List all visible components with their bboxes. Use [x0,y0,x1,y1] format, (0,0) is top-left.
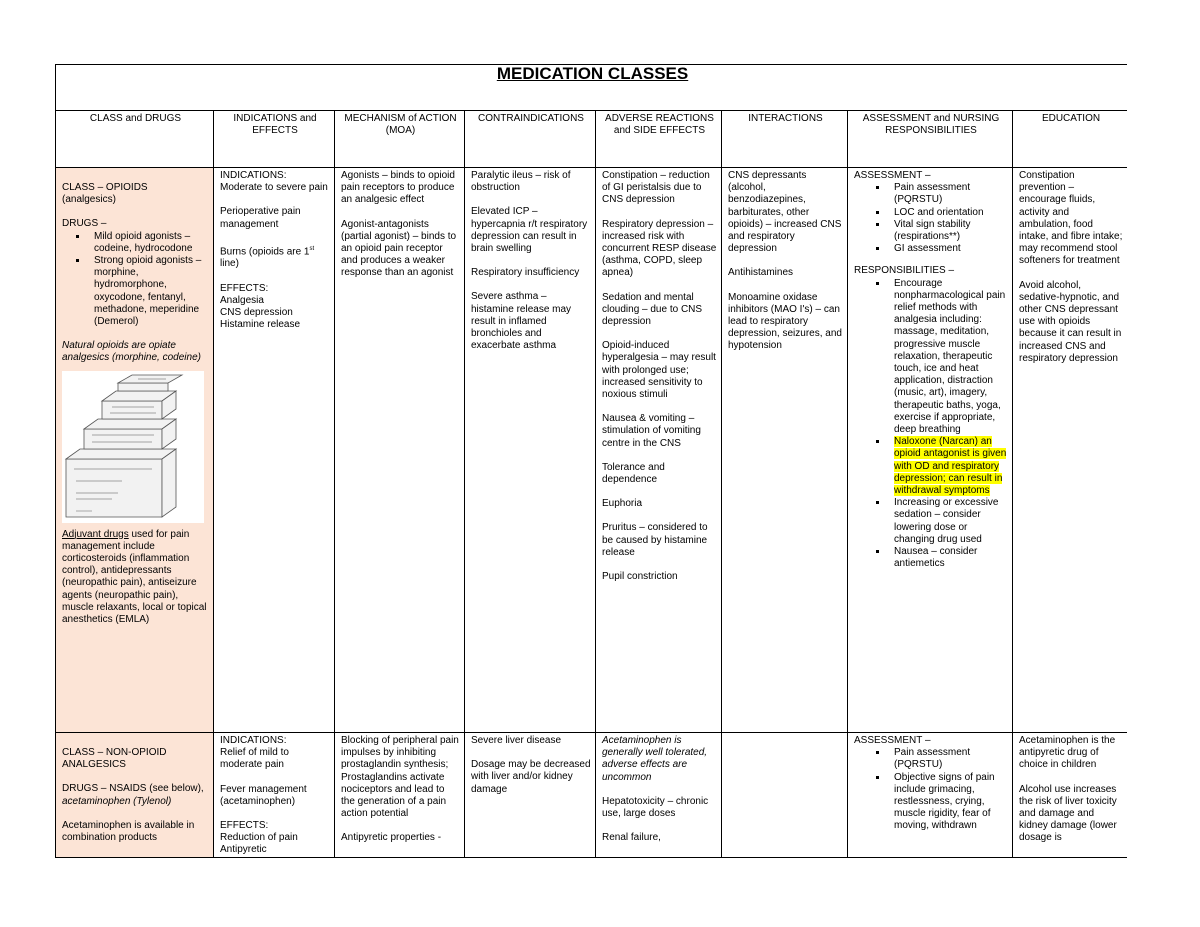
indication-burns [220,243,330,271]
header-contraindications: CONTRAINDICATIONS [465,111,596,168]
page-title: MEDICATION CLASSES [496,64,689,83]
moa-item: Agonists – binds to opioid pain receptors to produce an analgesic effect [341,170,455,206]
cell-class-nonopioids [56,733,214,858]
drugs-label: DRUGS – NSAIDS (see below), [62,783,204,795]
contraindication-item: Respiratory insufficiency [471,267,580,279]
cell-class-opioids [56,168,214,733]
cell-contraindications-nonopioids [465,733,596,858]
medication-table [55,64,1127,858]
interaction-item: CNS depressants (alcohol, benzodiazepines, barbiturates, other opioids) – increased CNS and respiratory depression [728,170,842,255]
cell-education-nonopioids [1013,733,1128,858]
indication-item: Moderate to severe pain [220,182,328,194]
cell-adverse-nonopioids [596,733,722,858]
cell-interactions-opioids [722,168,848,733]
list-item: ▪ Encourage nonpharmacological pain relief methods with analgesia including: massage, meditation, progressive muscle relaxation, therapeutic touch, ice and heat application, distraction (music, art), imagery, therapeutic baths, yoga, exercise if appropriate, deep breathing [888,278,1008,437]
header-adverse: ADVERSE REACTIONS and SIDE EFFECTS [596,111,722,168]
education-item: Constipation prevention – encourage fluids, activity and ambulation, food intake, and fibre intake; may recommend stool softeners for treatment [1019,170,1123,267]
education-item: Alcohol use increases the risk of liver toxicity and damage and kidney damage (lower dosage is [1019,783,1117,844]
indication-item: Fever management (acetaminophen) [220,783,307,807]
burns-text-end: line) [220,258,239,270]
header-assessment: ASSESSMENT and NURSING RESPONSIBILITIES [848,111,1013,168]
adjuvant-paragraph [62,529,209,627]
contraindication-item: Severe asthma – histamine release may result in inflamed bronchioles and exacerbate asthma [471,291,572,352]
list-item: ▪ GI assessment [888,243,1008,255]
table-row-opioids [56,168,1128,733]
effect-item: Analgesia [220,294,264,306]
moa-item: Agonist-antagonists (partial agonist) – binds to an opioid pain receptor and produces a weaker response than an agonist [341,218,457,279]
effects-label: EFFECTS: [220,820,269,832]
education-item: Avoid alcohol, sedative-hypnotic, and other CNS depressant use with opioids because it can result in increased CNS and respiratory depression [1019,279,1122,364]
analgesic-ladder-diagram [62,371,204,523]
assessment-list [854,747,1008,832]
effect-item: Reduction of pain [220,832,298,844]
cell-education-opioids [1013,168,1128,733]
cell-adverse-opioids [596,168,722,733]
drugs-acetaminophen: acetaminophen (Tylenol) [62,795,172,807]
indications-label: INDICATIONS: [220,170,287,181]
moa-item: Antipyretic properties - [341,832,442,844]
adverse-item: Pruritus – considered to be caused by histamine release [602,522,708,558]
assessment-label: ASSESSMENT – [854,170,931,181]
adverse-item: Hepatotoxicity – chronic use, large doses [602,795,709,820]
header-moa: MECHANISM of ACTION (MOA) [335,111,465,168]
effect-item: CNS depression [220,306,293,318]
interaction-item: Antihistamines [728,267,794,279]
list-item: ▪ Pain assessment (PQRSTU) [888,182,1008,206]
header-education: EDUCATION [1013,111,1128,168]
indication-item: Perioperative pain management [220,206,301,230]
cell-indications-opioids [214,168,335,733]
adverse-item: Constipation – reduction of GI peristalsis due to CNS depression [602,170,710,206]
naloxone-highlight: Naloxone (Narcan) an opioid antagonist is given with OD and respiratory depression; can result in withdrawal symptoms [894,436,1007,497]
adverse-item: Tolerance and dependence [602,461,665,486]
list-item: ▪ LOC and orientation [888,207,1008,219]
burns-text: Burns (opioids are 1 [220,246,310,258]
list-item: ▪ Strong opioid agonists – morphine, hydromorphone, oxycodone, fentanyl, methadone, meperidine (Demerol) [88,255,209,328]
document-page [55,64,1127,858]
adverse-item: Pupil constriction [602,571,678,583]
cell-interactions-nonopioids [722,733,848,858]
cell-indications-nonopioids [214,733,335,858]
header-interactions: INTERACTIONS [722,111,848,168]
cell-assessment-opioids [848,168,1013,733]
adverse-item: Sedation and mental clouding – due to CNS depression [602,291,703,328]
adjuvant-text: used for pain management include corticosteroids (inflammation control), antidepressants (neuropathic pain), antiseizure agents (neuropathic pain), muscle relaxants, local or topical anesthetics (EMLA) [62,528,207,626]
adverse-item: Renal failure, [602,832,661,844]
list-item: ▪ Increasing or excessive sedation – consider lowering dose or changing drug used [888,497,1008,546]
drugs-label: DRUGS – [62,218,107,230]
effect-item: Histamine release [220,319,301,331]
cell-contraindications-opioids [465,168,596,733]
assessment-list [854,182,1008,255]
list-item: ▪ Pain assessment (PQRSTU) [888,747,1008,771]
responsibilities-list [854,278,1008,571]
assessment-label: ASSESSMENT – [854,735,931,746]
class-sub: (analgesics) [62,194,116,206]
contraindication-item: Elevated ICP – hypercapnia r/t respiratory depression can result in brain swelling [471,206,588,255]
list-item: ▪ Vital sign stability (respirations**) [888,219,1008,243]
cell-moa-nonopioids [335,733,465,858]
interaction-item: Monoamine oxidase inhibitors (MAO I's) – can lead to respiratory depression, seizures, and hypotension [728,291,842,352]
education-item: Acetaminophen is the antipyretic drug of choice in children [1019,735,1116,771]
adverse-item: Respiratory depression – increased risk with concurrent RESP disease (asthma, COPD, sleep apnea) [602,218,717,279]
list-item: ▪ Objective signs of pain include grimacing, restlessness, crying, muscle rigidity, fear of moving, withdrawn [888,772,1008,833]
cell-assessment-nonopioids [848,733,1013,858]
adverse-item: Acetaminophen is generally well tolerated, adverse effects are uncommon [602,735,708,783]
header-indications: INDICATIONS and EFFECTS [214,111,335,168]
indications-label: INDICATIONS: [220,735,287,746]
responsibilities-label: RESPONSIBILITIES – [854,265,955,277]
adjuvant-drugs-label: Adjuvant drugs [62,528,129,540]
adverse-item: Nausea & vomiting – stimulation of vomiting centre in the CNS [602,413,701,449]
drugs-note: Acetaminophen is available in combination products [62,819,195,844]
drugs-line [62,783,209,807]
adverse-item: Opioid-induced hyperalgesia – may result with prolonged use; increased sensitivity to noxious stimuli [602,340,716,401]
burns-superscript: st [309,245,315,252]
list-item: ▪ Nausea – consider antiemetics [888,546,1008,570]
natural-opioids-note: Natural opioids are opiate analgesics (morphine, codeine) [62,340,201,364]
header-class-drugs: CLASS and DRUGS [56,111,214,168]
class-label: CLASS – OPIOIDS [62,182,148,193]
indication-item: Relief of mild to moderate pain [220,747,289,771]
contraindication-item: Dosage may be decreased with liver and/or kidney damage [471,759,591,795]
table-row-nonopioids [56,733,1128,858]
list-item: ▪ Mild opioid agonists – codeine, hydrocodone [88,231,209,255]
contraindication-item: Paralytic ileus – risk of obstruction [471,170,571,194]
title-cell [56,65,1128,111]
contraindication-item: Severe liver disease [471,735,562,746]
header-row [56,111,1128,168]
moa-item: Blocking of peripheral pain impulses by inhibiting prostaglandin synthesis; Prostaglandins activate nociceptors and lead to the generation of a pain action potential [341,735,459,820]
drug-list [62,231,209,329]
list-item [888,436,1008,497]
class-label: CLASS – NON-OPIOID ANALGESICS [62,747,167,771]
effect-item: Antipyretic [220,844,267,856]
effects-label: EFFECTS: [220,282,269,294]
cell-moa-opioids [335,168,465,733]
adverse-item: Euphoria [602,498,643,510]
